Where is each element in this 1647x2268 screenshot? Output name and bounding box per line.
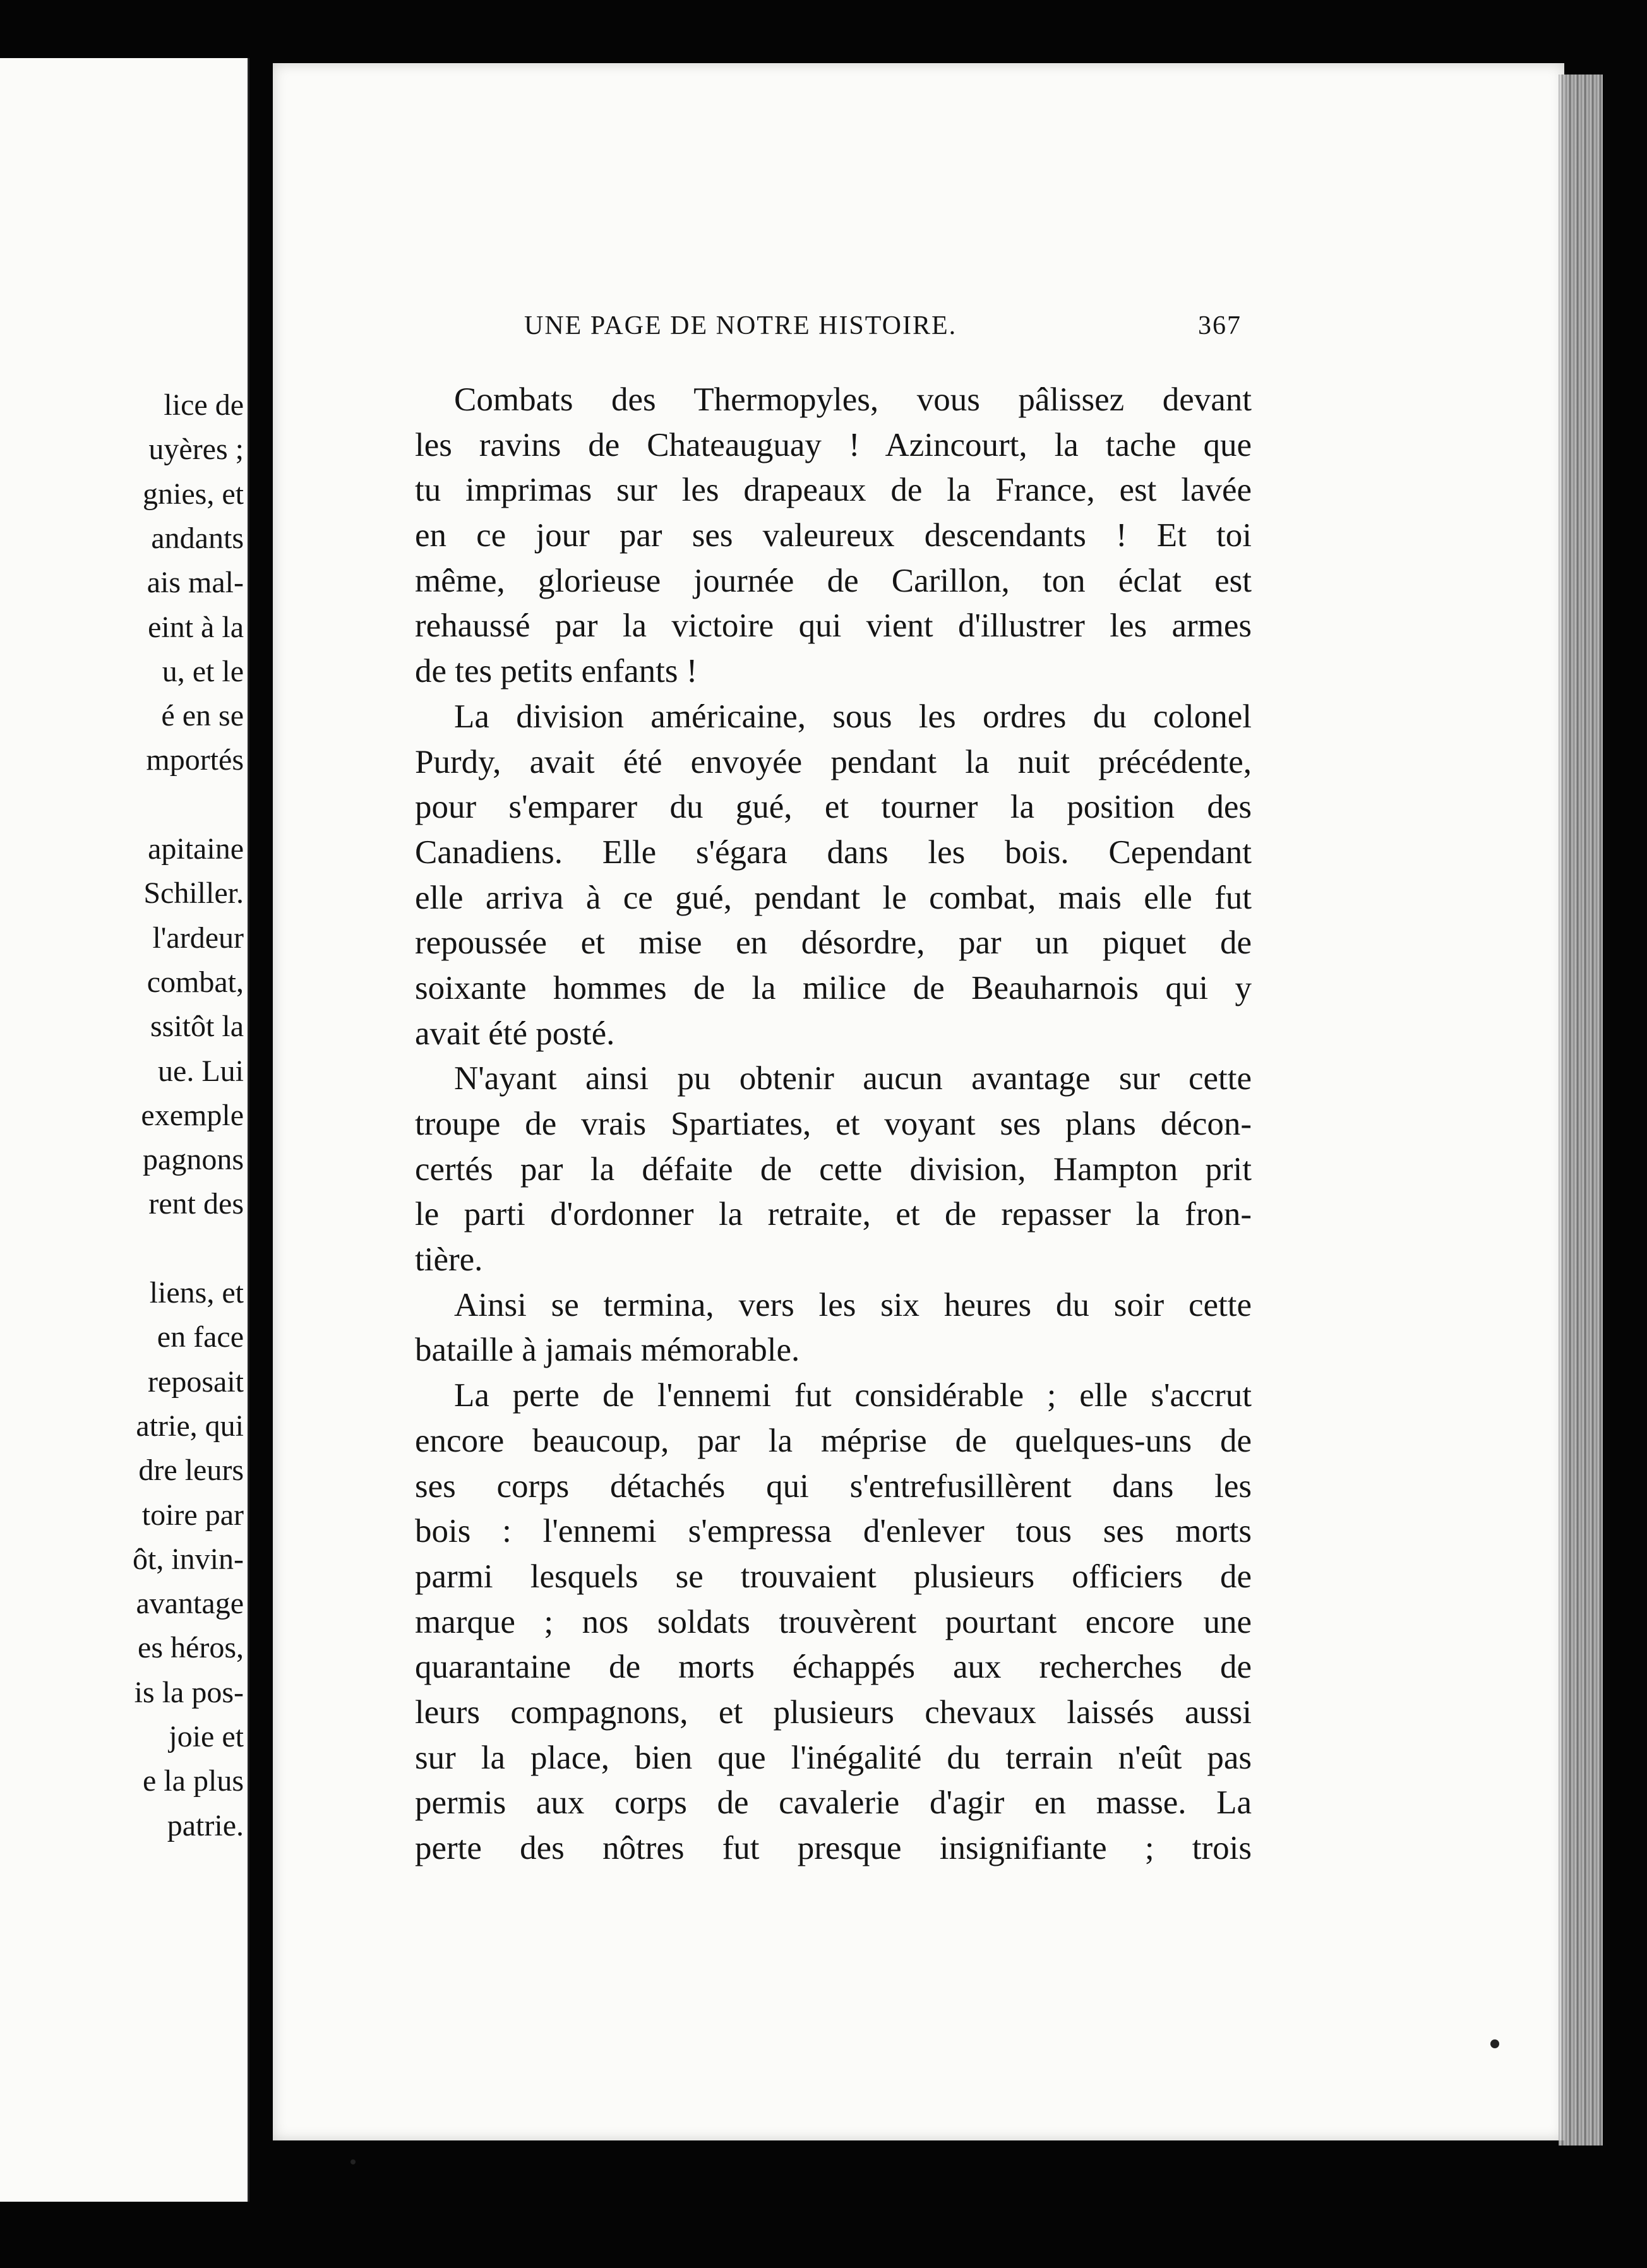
text-line: tière.: [415, 1241, 483, 1279]
left-page-line: es héros,: [138, 1631, 244, 1665]
dust-speck: [350, 2159, 356, 2164]
page-edge: [1559, 75, 1603, 2146]
left-page-line: ais mal-: [147, 566, 244, 600]
text-line: Combats des Thermopyles, vous pâlissez devant: [454, 381, 1252, 418]
running-head-title: UNE PAGE DE NOTRE HISTOIRE.: [524, 311, 957, 340]
left-page-line: joie et: [169, 1720, 244, 1753]
left-page-line: exemple: [141, 1098, 244, 1132]
text-line: ses corps détachés qui s'entrefusillèrent dans les: [415, 1467, 1252, 1505]
left-page-text: [0, 58, 248, 2202]
text-line: La perte de l'ennemi fut considérable ; elle s'accrut: [454, 1377, 1252, 1414]
text-line: tu imprimas sur les drapeaux de la France, est lavée: [415, 472, 1252, 509]
left-page-line: toire par: [141, 1498, 244, 1532]
left-page-line: l'ardeur: [152, 921, 244, 955]
text-line: elle arriva à ce gué, pendant le combat, mais elle fut: [415, 879, 1252, 916]
text-line: encore beaucoup, par la méprise de quelques-uns de: [415, 1422, 1252, 1459]
text-line: avait été posté.: [415, 1015, 615, 1052]
text-line: troupe de vrais Spartiates, et voyant ses plans décon-: [415, 1106, 1252, 1142]
left-page-line: atrie, qui: [136, 1409, 244, 1443]
text-line: Canadiens. Elle s'égara dans les bois. Cependant: [415, 833, 1252, 871]
left-page: [0, 58, 249, 2202]
text-line: rehaussé par la victoire qui vient d'illustrer les armes: [415, 607, 1252, 645]
text-line: bataille à jamais mémorable.: [415, 1332, 800, 1369]
text-line: pour s'emparer du gué, et tourner la position des: [415, 789, 1252, 826]
left-page-line: u, et le: [162, 654, 244, 688]
left-page-line: lice de: [164, 388, 244, 422]
text-line: Ainsi se termina, vers les six heures du soir cette: [454, 1286, 1252, 1323]
left-page-line: pagnons: [143, 1143, 244, 1177]
left-page-line: uyères ;: [148, 433, 244, 467]
left-page-line: is la pos-: [134, 1675, 244, 1709]
page-number: 367: [1198, 311, 1242, 340]
left-page-line: patrie.: [167, 1808, 244, 1842]
left-page-line: ue. Lui: [158, 1054, 244, 1088]
text-line: les ravins de Chateauguay ! Azincourt, la tache que: [415, 426, 1252, 463]
text-line: repoussée et mise en désordre, par un piquet de: [415, 924, 1252, 962]
left-page-line: e la plus: [143, 1764, 244, 1798]
text-line: en ce jour par ses valeureux descendants ! Et toi: [415, 517, 1252, 554]
text-line: quarantaine de morts échappés aux recherches de: [415, 1649, 1252, 1686]
right-page: [273, 63, 1564, 2140]
left-page-line: rent des: [148, 1187, 244, 1221]
text-line: permis aux corps de cavalerie d'agir en masse. La: [415, 1784, 1252, 1822]
text-line: sur la place, bien que l'inégalité du terrain n'eût pas: [415, 1739, 1252, 1776]
text-line: même, glorieuse journée de Carillon, ton éclat est: [415, 562, 1252, 599]
text-line: soixante hommes de la milice de Beauharnois qui y: [415, 969, 1252, 1006]
left-page-line: ôt, invin-: [133, 1542, 244, 1576]
text-line: marque ; nos soldats trouvèrent pourtant encore une: [415, 1603, 1252, 1640]
left-page-line: gnies, et: [143, 477, 244, 511]
left-page-line: apitaine: [148, 832, 244, 866]
text-line: Purdy, avait été envoyée pendant la nuit précédente,: [415, 743, 1252, 780]
left-page-line: liens, et: [149, 1276, 244, 1310]
left-page-line: en face: [157, 1320, 244, 1354]
text-line: bois : l'ennemi s'empressa d'enlever tous ses morts: [415, 1513, 1252, 1550]
text-line: N'ayant ainsi pu obtenir aucun avantage sur cette: [454, 1060, 1252, 1097]
left-page-line: eint à la: [148, 610, 244, 644]
left-page-line: é en se: [161, 699, 244, 733]
dust-speck: [1490, 2039, 1499, 2048]
text-line: certés par la défaite de cette division, Hampton prit: [415, 1150, 1252, 1188]
text-line: La division américaine, sous les ordres du colonel: [454, 698, 1252, 735]
left-page-line: Schiller.: [143, 876, 244, 910]
text-line: perte des nôtres fut presque insignifiante ; trois: [415, 1830, 1252, 1866]
left-page-line: combat,: [147, 965, 244, 999]
left-page-line: reposait: [148, 1364, 244, 1399]
text-line: le parti d'ordonner la retraite, et de repasser la fron-: [415, 1196, 1252, 1233]
left-page-line: mportés: [146, 743, 244, 777]
left-page-line: avantage: [136, 1587, 244, 1621]
left-page-line: andants: [151, 521, 244, 555]
text-line: leurs compagnons, et plusieurs chevaux laissés aussi: [415, 1693, 1252, 1731]
left-page-line: ssitôt la: [150, 1010, 244, 1044]
left-page-line: dre leurs: [138, 1453, 244, 1488]
body-text: [415, 378, 1252, 1871]
text-line: de tes petits enfants !: [415, 653, 698, 690]
text-line: parmi lesquels se trouvaient plusieurs officiers de: [415, 1558, 1252, 1595]
